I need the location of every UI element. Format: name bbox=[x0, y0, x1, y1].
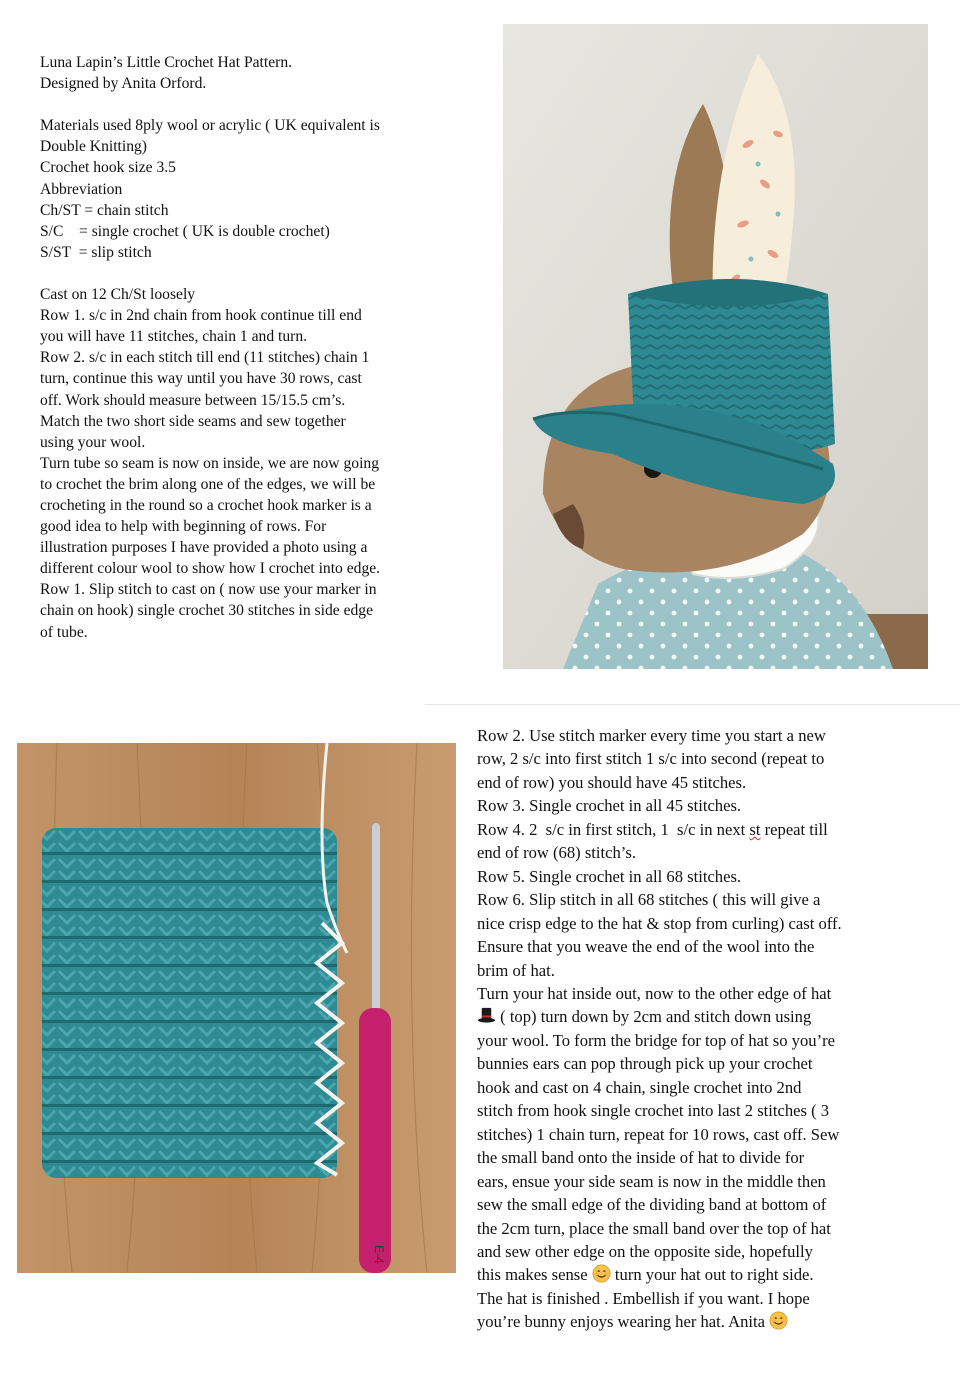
instruction-line: Turn your hat inside out, now to the other edge of hat bbox=[477, 983, 832, 1003]
instruction-line bbox=[477, 1310, 947, 1333]
sense-text: this makes sense bbox=[477, 1265, 592, 1285]
instruction-line: good idea to help with beginning of rows. For bbox=[40, 518, 327, 536]
bunny-hat-photo bbox=[503, 24, 928, 669]
instruction-line: hook and cast on 4 chain, single crochet into 2nd bbox=[477, 1077, 802, 1097]
abbreviation-item: S/ST = slip stitch bbox=[40, 243, 152, 261]
bunny-photo-illustration bbox=[503, 24, 928, 669]
instruction-line bbox=[477, 1005, 947, 1028]
spellcheck-word: st bbox=[749, 819, 761, 839]
hook-size-label: E-4 bbox=[372, 1245, 386, 1264]
instruction-line: crocheting in the round so a crochet hook marker is a bbox=[40, 496, 372, 514]
pattern-continued bbox=[477, 724, 947, 1334]
instruction-line: your wool. To form the bridge for top of hat so you’re bbox=[477, 1030, 835, 1050]
instruction-line: Row 2. Use stitch marker every time you start a new bbox=[477, 726, 826, 745]
instruction-line: using your wool. bbox=[40, 433, 146, 451]
instruction-line: end of row (68) stitch’s. bbox=[477, 843, 636, 863]
instruction-line: Row 1. s/c in 2nd chain from hook continue till end bbox=[40, 307, 362, 325]
section-divider bbox=[425, 704, 960, 705]
instruction-line: Row 6. Slip stitch in all 68 stitches ( this will give a bbox=[477, 890, 821, 910]
instruction-line: you will have 11 stitches, chain 1 and turn. bbox=[40, 328, 308, 346]
instruction-line: to crochet the brim along one of the edges, we will be bbox=[40, 475, 376, 493]
abbreviation-item: Ch/ST = chain stitch bbox=[40, 201, 169, 219]
instruction-line: the small band onto the inside of hat to divide for bbox=[477, 1148, 805, 1168]
row4-text-end: repeat till bbox=[760, 819, 828, 839]
instruction-line: Row 2. s/c in each stitch till end (11 stitches) chain 1 bbox=[40, 349, 370, 367]
instruction-line bbox=[477, 1263, 947, 1286]
instruction-line: row, 2 s/c into first stitch 1 s/c into second (repeat to bbox=[477, 749, 825, 769]
instruction-line: off. Work should measure between 15/15.5 cm’s. bbox=[40, 391, 346, 409]
materials-line: Double Knitting) bbox=[40, 138, 147, 156]
top-hat-icon bbox=[477, 1006, 496, 1025]
abbreviation-heading: Abbreviation bbox=[40, 180, 123, 198]
instruction-line: stitch from hook single crochet into last 2 stitches ( 3 bbox=[477, 1101, 830, 1121]
smiley-icon bbox=[592, 1264, 611, 1283]
instruction-line: turn, continue this way until you have 30 rows, cast bbox=[40, 370, 362, 388]
materials-line: Materials used 8ply wool or acrylic ( UK equivalent is bbox=[40, 117, 380, 135]
instruction-line: the 2cm turn, place the small band over the top of hat bbox=[477, 1218, 831, 1238]
instruction-line bbox=[477, 818, 947, 841]
crochet-swatch-photo bbox=[17, 743, 456, 1273]
instruction-line: stitches) 1 chain turn, repeat for 10 rows, cast off. Sew bbox=[477, 1124, 840, 1144]
instruction-line: brim of hat. bbox=[477, 960, 555, 980]
instruction-line: Match the two short side seams and sew together bbox=[40, 412, 346, 430]
row4-text: Row 4. 2 s/c in first stitch, 1 s/c in next bbox=[477, 819, 750, 839]
instruction-line: different colour wool to show how I crochet into edge. bbox=[40, 560, 381, 578]
smiley-icon bbox=[769, 1311, 788, 1330]
abbreviation-item: S/C = single crochet ( UK is double crochet) bbox=[40, 222, 330, 240]
instruction-line: The hat is finished . Embellish if you want. I hope bbox=[477, 1288, 810, 1308]
inside-text: ( top) turn down by 2cm and stitch down using bbox=[496, 1007, 812, 1027]
pattern-title: Luna Lapin’s Little Crochet Hat Pattern. bbox=[40, 54, 293, 71]
instruction-line: sew the small edge of the dividing band at bottom of bbox=[477, 1195, 827, 1215]
signoff-text: you’re bunny enjoys wearing her hat. Anita bbox=[477, 1312, 770, 1332]
instruction-line: bunnies ears can pop through pick up your crochet bbox=[477, 1054, 813, 1074]
sense-text-end: turn your hat out to right side. bbox=[610, 1265, 814, 1285]
instruction-line: and sew other edge on the opposite side, hopefully bbox=[477, 1241, 813, 1261]
instruction-line: Row 1. Slip stitch to cast on ( now use your marker in bbox=[40, 581, 377, 599]
instruction-line: Ensure that you weave the end of the wool into the bbox=[477, 937, 815, 957]
instruction-line: nice crisp edge to the hat & stop from curling) cast off. bbox=[477, 913, 842, 933]
instruction-line: chain on hook) single crochet 30 stitches in side edge bbox=[40, 602, 374, 620]
instruction-line: Cast on 12 Ch/St loosely bbox=[40, 286, 196, 304]
instruction-line: ears, ensue your side seam is now in the middle then bbox=[477, 1171, 826, 1191]
instruction-line: illustration purposes I have provided a photo using a bbox=[40, 539, 368, 557]
instruction-line: Turn tube so seam is now on inside, we are now going bbox=[40, 454, 379, 472]
instruction-line: end of row) you should have 45 stitches. bbox=[477, 772, 747, 792]
instruction-line: of tube. bbox=[40, 623, 88, 641]
swatch-photo-illustration bbox=[17, 743, 456, 1273]
hook-size: Crochet hook size 3.5 bbox=[40, 159, 176, 177]
instruction-line: Row 3. Single crochet in all 45 stitches. bbox=[477, 796, 742, 816]
instruction-line: Row 5. Single crochet in all 68 stitches. bbox=[477, 866, 742, 886]
pattern-instructions bbox=[40, 52, 460, 643]
pattern-designer: Designed by Anita Orford. bbox=[40, 75, 207, 93]
